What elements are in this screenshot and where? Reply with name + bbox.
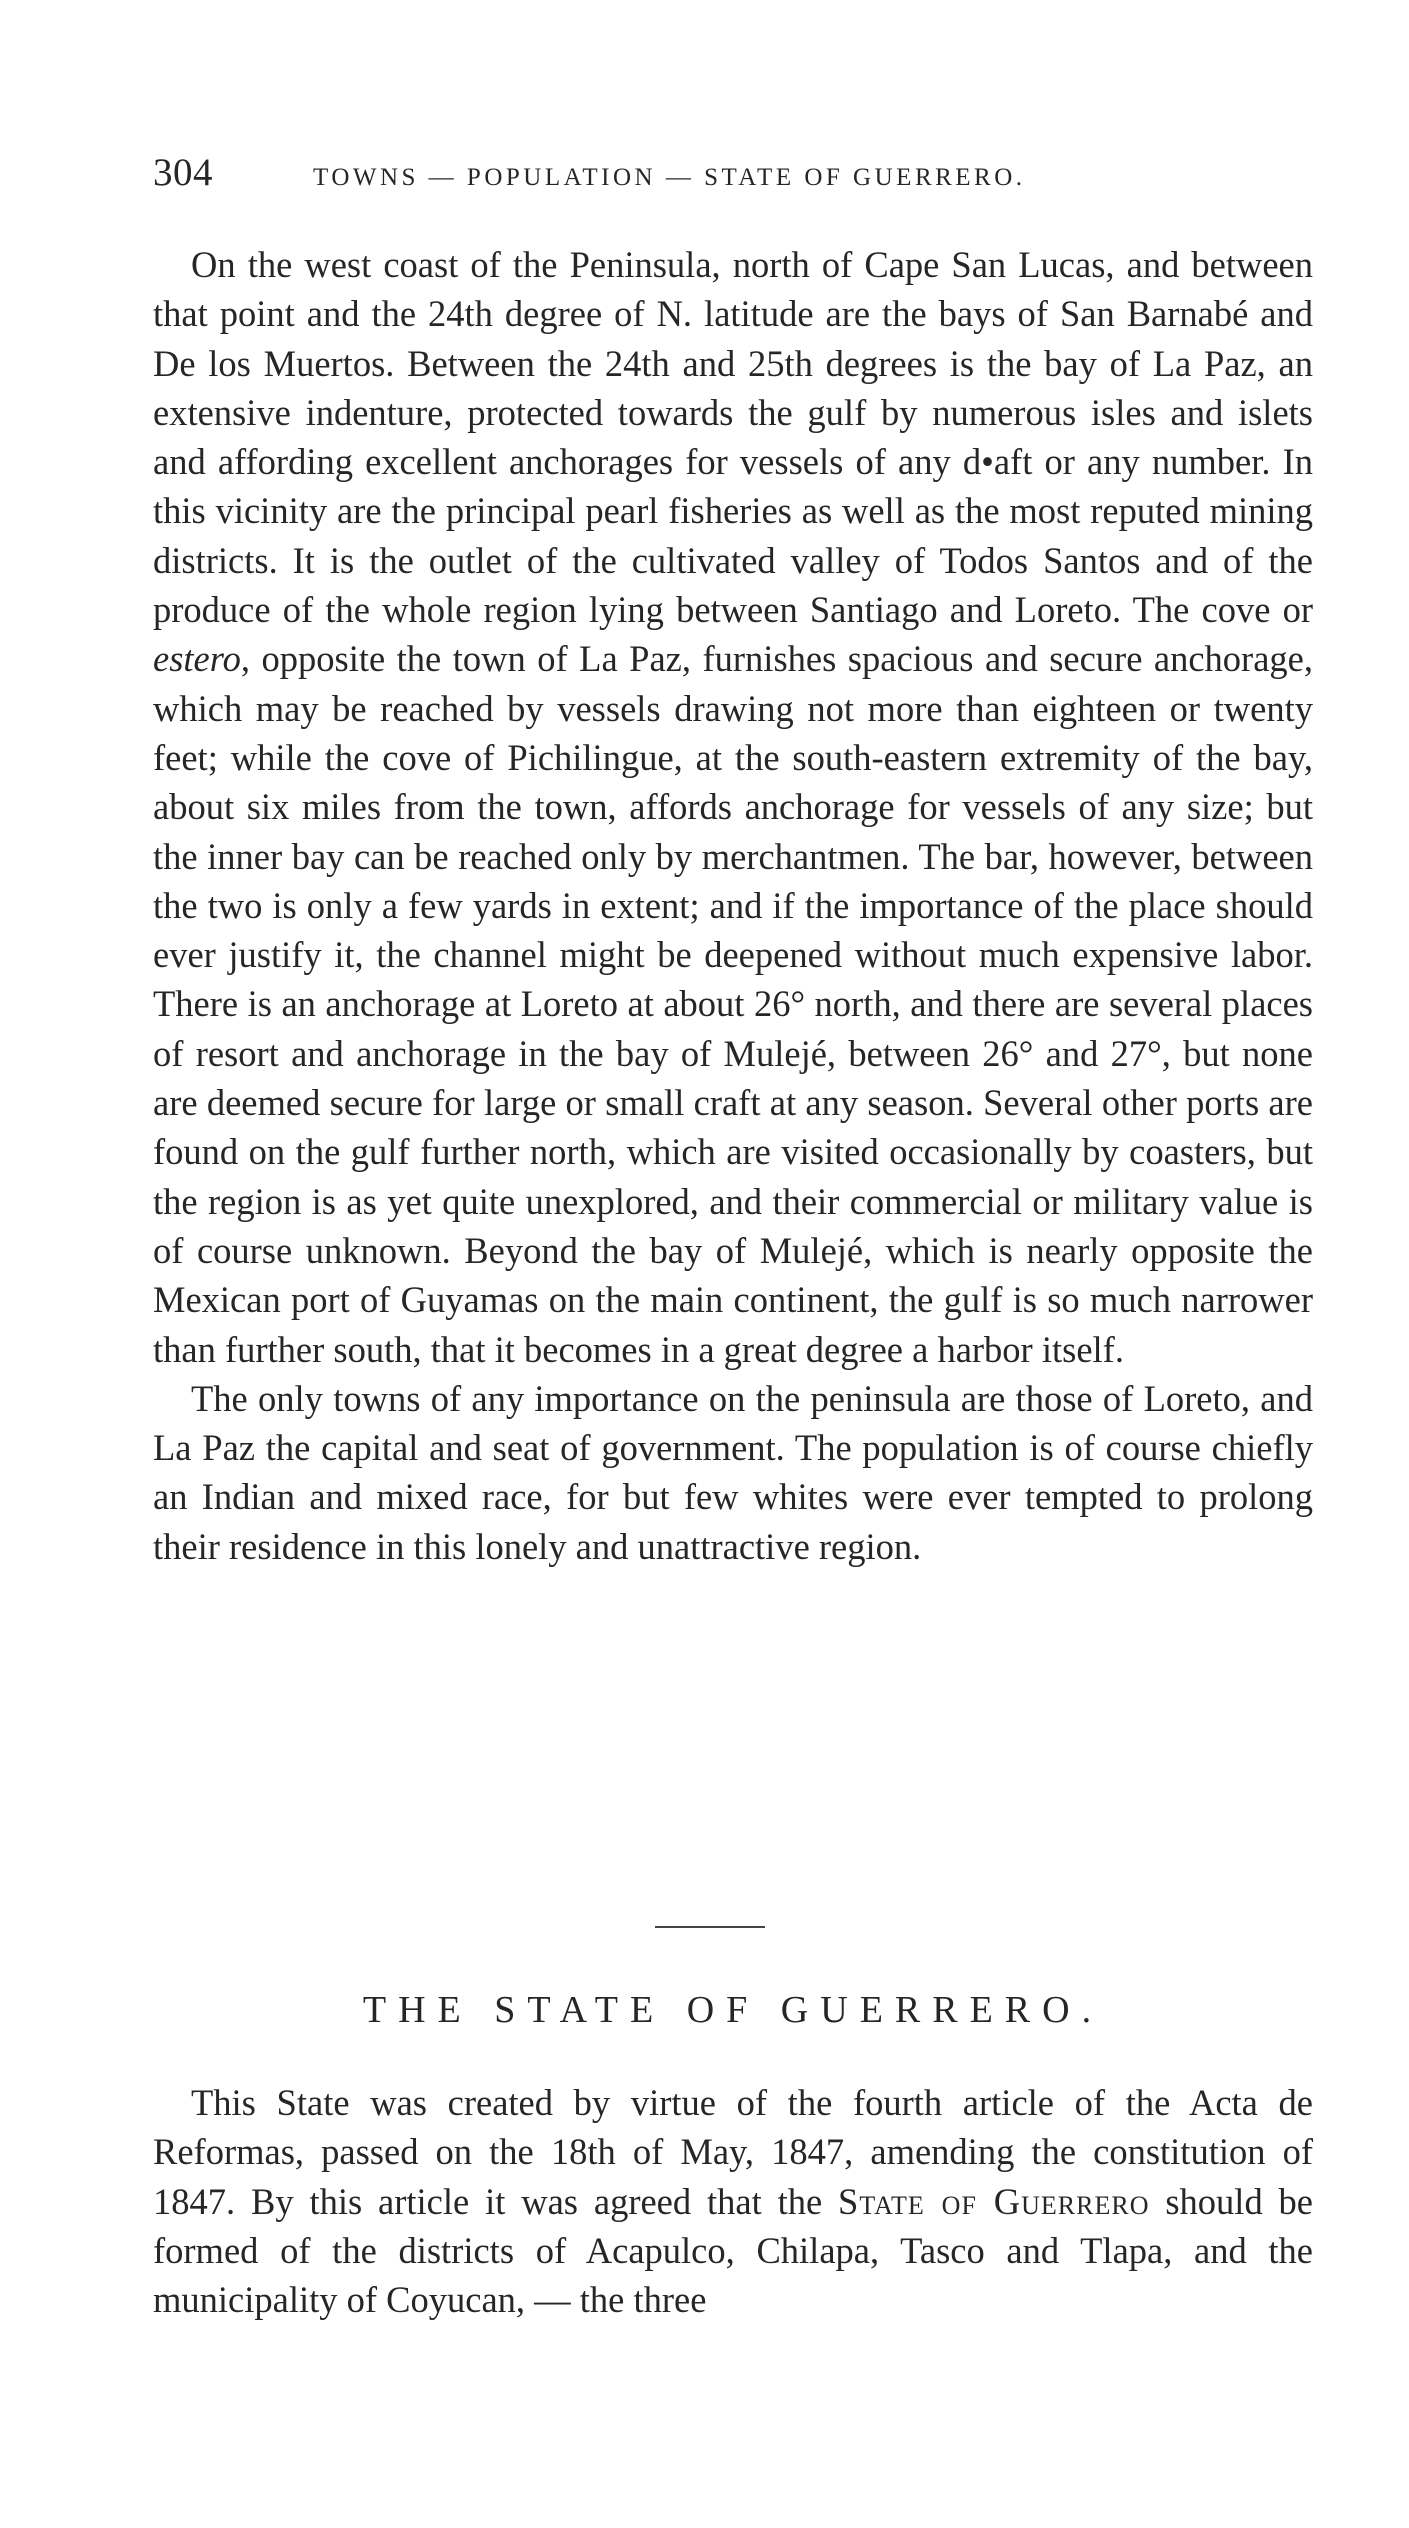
section-heading: THE STATE OF GUERRERO. — [362, 1989, 1104, 2031]
small-caps-term: State of Guerrero — [838, 2180, 1150, 2222]
paragraph-text: On the west coast of the Peninsula, north of Cape San Lucas, and between that point and the 24th degree of N. latitude are the bays of San Barnabé and De los Muertos. Between the 24th and 25th degrees is the bay of La Paz, an extensive indenture, protected towards the gulf by numerous isles and islets and affording excellent anchorages for vessels of any d•aft or any number. In this vicinity are the principal pearl fisheries as well as the most reputed mining districts. It is the outlet of the cultivated valley of Todos Santos and of the produce of the whole region lying between Santiago and Loreto. The cove or — [153, 244, 1313, 631]
body-text — [153, 240, 1313, 1571]
paragraph-text: should be formed of the districts of Acapulco, Chilapa, Tasco and Tlapa, and the municipality of Coyucan, — the three — [153, 2180, 1314, 2321]
paragraph-towns: The only towns of any importance on the peninsula are those of Loreto, and La Paz the capital and seat of government. The population is of course chiefly an Indian and mixed race, for but few whites were ever tempted to prolong their residence in this lonely and unattractive region. — [153, 1377, 1313, 1567]
paragraph-text: , opposite the town of La Paz, furnishes spacious and secure anchorage, which may be reached by vessels drawing not more than eighteen or twenty feet; while the cove of Pichilingue, at the south-eastern extremity of the bay, about six miles from the town, affords anchorage for vessels of any size; but the inner bay can be reached only by merchantmen. The bar, however, between the two is only a few yards in extent; and if the importance of the place should ever justify it, the channel might be deepened without much expensive labor. There is an anchorage at Loreto at about 26° north, and there are several places of resort and anchorage in the bay of Mulejé, between 26° and 27°, but none are deemed secure for large or small craft at any season. Several other ports are found on the gulf further north, which are visited occasionally by coasters, but the region is as yet quite unexplored, and their commercial or military value is of course unknown. Beyond the bay of Mulejé, which is nearly opposite the Mexican port of Guyamas on the main continent, the gulf is so much narrower than further south, that it becomes in a great degree a harbor itself. — [153, 638, 1313, 1370]
page-number: 304 — [153, 151, 213, 194]
italic-term: estero — [153, 638, 241, 680]
paragraph-state-creation — [153, 2078, 1313, 2324]
running-head — [153, 150, 1313, 210]
running-head-title: TOWNS — POPULATION — STATE OF GUERRERO. — [313, 164, 1026, 191]
paragraph-peninsula-coast — [153, 240, 1313, 1374]
paragraph-text: This State was created by virtue of the fourth article of the Acta de Reformas, passed on the 18th of May, 1847, amending the constitution of 1847. By this article it was agreed that the — [153, 2082, 1313, 2222]
section-body-text — [153, 2078, 1313, 2324]
section-divider — [655, 1926, 765, 1928]
